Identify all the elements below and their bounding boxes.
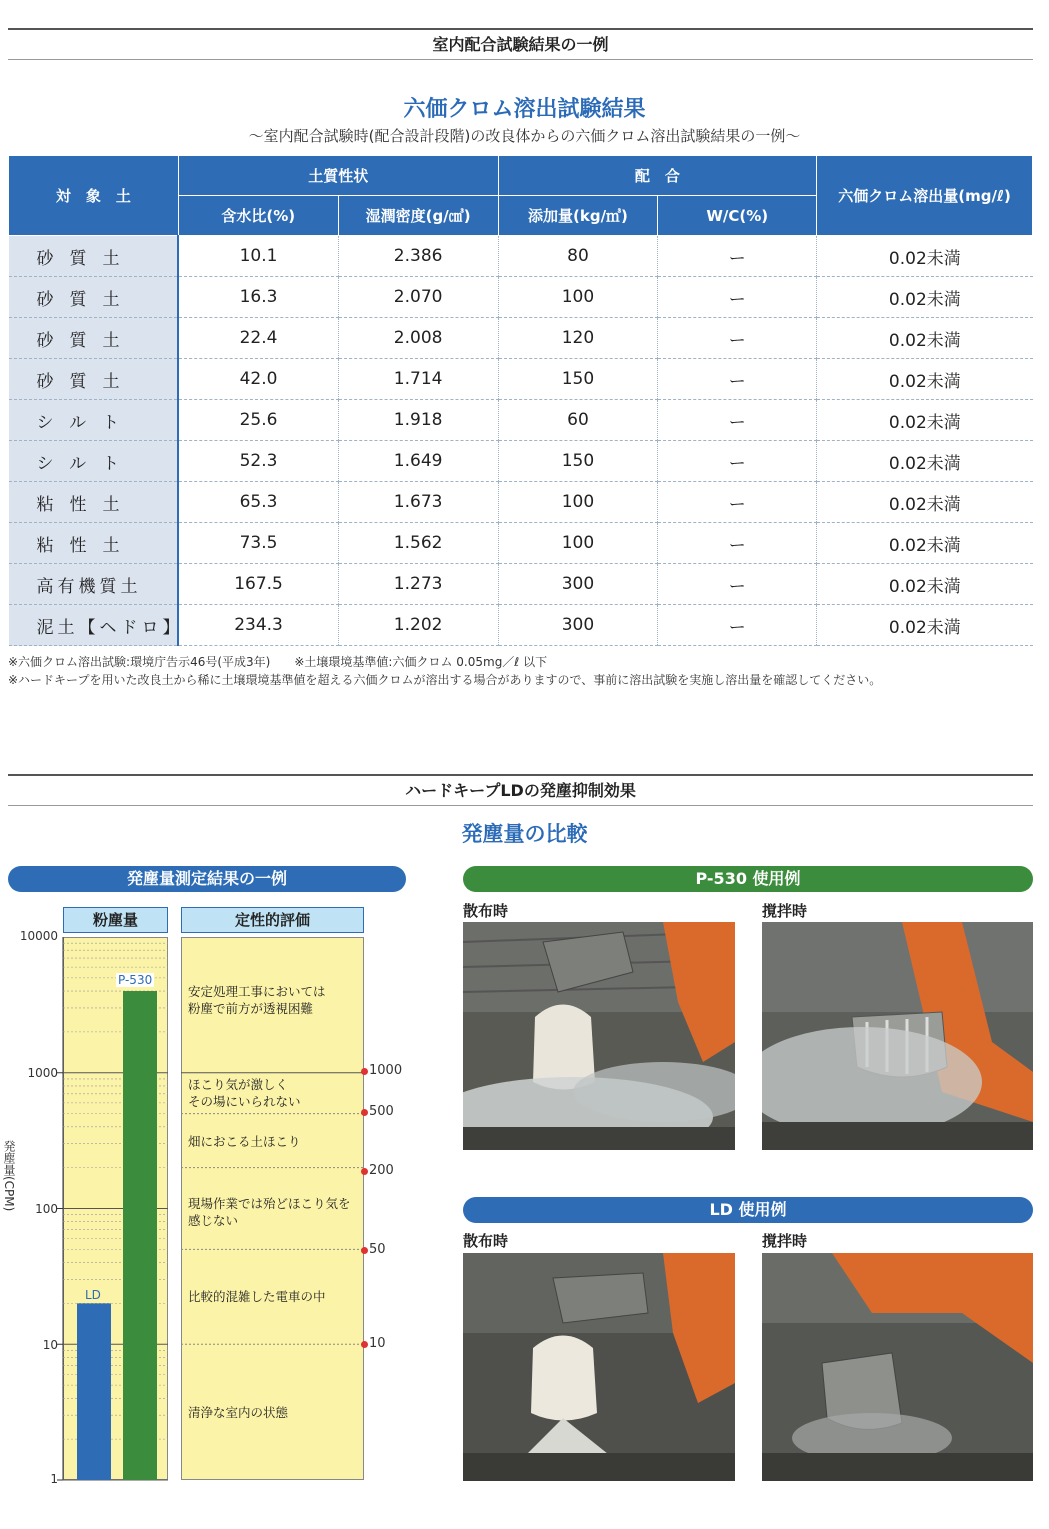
cell-wc-ratio: ー — [658, 441, 817, 482]
cell-water-content: 167.5 — [178, 564, 338, 605]
y-tick-label: 100 — [35, 1202, 58, 1216]
threshold-marker — [361, 1247, 368, 1254]
cell-additive-amount: 100 — [498, 482, 658, 523]
dust-title: 発塵量の比較 — [461, 822, 588, 846]
cell-leach-result: 0.02未満 — [817, 277, 1033, 318]
ld-example-pill: LD 使用例 — [463, 1197, 1033, 1223]
ld-spread-label: 散布時 — [463, 1232, 509, 1250]
table-row — [9, 564, 1033, 605]
threshold-label: 10 — [369, 1336, 386, 1351]
threshold-marker — [361, 1168, 368, 1175]
cell-water-content: 52.3 — [178, 441, 338, 482]
threshold-marker — [361, 1068, 368, 1075]
p530-spread-photo — [463, 922, 735, 1150]
bar-label-p530: P-530 — [118, 973, 153, 987]
cell-water-content: 234.3 — [178, 605, 338, 646]
cell-leach-result: 0.02未満 — [817, 482, 1033, 523]
eval-text: 安定処理工事においては 粉塵で前方が透視困難 — [188, 984, 326, 1016]
cell-leach-result: 0.02未満 — [817, 400, 1033, 441]
cell-additive-amount: 120 — [498, 318, 658, 359]
eval-text: 比較的混雑した電車の中 — [188, 1289, 326, 1304]
col-dust-amount: 粉塵量 — [63, 907, 168, 933]
cell-soil-type: 砂質土 — [9, 359, 179, 400]
cell-additive-amount: 300 — [498, 605, 658, 646]
cell-wc-ratio: ー — [658, 564, 817, 605]
cell-leach-result: 0.02未満 — [817, 605, 1033, 646]
cell-wc-ratio: ー — [658, 523, 817, 564]
cell-wet-density: 1.202 — [338, 605, 498, 646]
col-qualitative-eval: 定性的評価 — [181, 907, 364, 933]
threshold-marker — [361, 1341, 368, 1348]
threshold-label: 1000 — [369, 1063, 403, 1078]
ld-stir-label: 撹拌時 — [762, 1232, 808, 1250]
col-wc-ratio: W/C(%) — [658, 196, 817, 236]
section-header-leaching: 室内配合試験結果の一例 — [8, 28, 1033, 60]
cell-wet-density: 1.649 — [338, 441, 498, 482]
cell-wet-density: 1.673 — [338, 482, 498, 523]
cell-leach-result: 0.02未満 — [817, 318, 1033, 359]
section-header-dust: ハードキープLDの発塵抑制効果 — [8, 774, 1033, 806]
table-row — [9, 441, 1033, 482]
threshold-label: 500 — [369, 1104, 394, 1119]
col-water-content: 含水比(%) — [178, 196, 338, 236]
table-row — [9, 400, 1033, 441]
y-tick-label: 1000 — [27, 1066, 58, 1080]
cell-wet-density: 2.386 — [338, 236, 498, 277]
cell-leach-result: 0.02未満 — [817, 359, 1033, 400]
cell-wet-density: 2.008 — [338, 318, 498, 359]
cell-water-content: 42.0 — [178, 359, 338, 400]
cell-wc-ratio: ー — [658, 236, 817, 277]
p530-spread-label: 散布時 — [463, 902, 509, 920]
dust-measurement-pill: 発塵量測定結果の一例 — [8, 866, 406, 892]
group-mix: 配 合 — [498, 156, 817, 196]
table-row — [9, 318, 1033, 359]
eval-text: 畑におこる土ほこり — [188, 1134, 301, 1149]
table-row — [9, 523, 1033, 564]
cell-additive-amount: 150 — [498, 359, 658, 400]
leaching-subtitle: 〜室内配合試験時(配合設計段階)の改良体からの六価クロム溶出試験結果の一例〜 — [248, 127, 801, 145]
cell-wc-ratio: ー — [658, 400, 817, 441]
cell-water-content: 16.3 — [178, 277, 338, 318]
threshold-marker — [361, 1109, 368, 1116]
cell-leach-result: 0.02未満 — [817, 564, 1033, 605]
cell-leach-result: 0.02未満 — [817, 236, 1033, 277]
p530-stir-photo — [762, 922, 1033, 1150]
note-caution: ※ハードキープを用いた改良土から稀に土壌環境基準値を超える六価クロムが溶出する場合がありますので、事前に溶出試験を実施し溶出量を確認してください。 — [8, 673, 882, 687]
cell-soil-type: 砂質土 — [9, 318, 179, 359]
ld-spread-photo — [463, 1253, 735, 1481]
col-additive-amount: 添加量(kg/㎥) — [498, 196, 658, 236]
eval-text: 現場作業では殆どほこり気を 感じない — [188, 1196, 351, 1228]
table-row — [9, 359, 1033, 400]
cell-water-content: 10.1 — [178, 236, 338, 277]
cell-wet-density: 1.562 — [338, 523, 498, 564]
threshold-label: 50 — [369, 1242, 386, 1257]
cell-leach-result: 0.02未満 — [817, 523, 1033, 564]
cell-soil-type: シルト — [9, 441, 179, 482]
eval-text: ほこり気が激しく その場にいられない — [188, 1077, 301, 1109]
bar-p-530 — [123, 991, 157, 1480]
cell-water-content: 25.6 — [178, 400, 338, 441]
y-axis-label: 発塵量(CPM) — [2, 1140, 16, 1212]
cell-water-content: 22.4 — [178, 318, 338, 359]
col-wet-density: 湿潤密度(g/㎤) — [338, 196, 498, 236]
cell-additive-amount: 80 — [498, 236, 658, 277]
cell-wet-density: 1.918 — [338, 400, 498, 441]
table-row — [9, 605, 1033, 646]
leaching-title: 六価クロム溶出試験結果 — [403, 97, 646, 122]
table-row — [9, 482, 1033, 523]
table-row — [9, 236, 1033, 277]
cell-soil-type: 砂質土 — [9, 277, 179, 318]
cell-wc-ratio: ー — [658, 359, 817, 400]
cell-wc-ratio: ー — [658, 605, 817, 646]
cell-wc-ratio: ー — [658, 318, 817, 359]
cell-soil-type: 粘性土 — [9, 523, 179, 564]
col-leach-result: 六価クロム溶出量(mg/ℓ) — [817, 156, 1033, 236]
cell-additive-amount: 150 — [498, 441, 658, 482]
table-row — [9, 277, 1033, 318]
cell-additive-amount: 100 — [498, 523, 658, 564]
col-target-soil: 対 象 土 — [9, 156, 179, 236]
p530-example-pill: P-530 使用例 — [463, 866, 1033, 892]
cell-wc-ratio: ー — [658, 482, 817, 523]
group-soil-properties: 土質性状 — [178, 156, 498, 196]
y-tick-label: 10000 — [19, 929, 58, 943]
ld-stir-photo — [762, 1253, 1033, 1481]
cell-wet-density: 2.070 — [338, 277, 498, 318]
cell-additive-amount: 60 — [498, 400, 658, 441]
cell-soil-type: シルト — [9, 400, 179, 441]
cell-soil-type: 高有機質土 — [9, 564, 179, 605]
eval-text: 清浄な室内の状態 — [188, 1405, 289, 1420]
cell-soil-type: 粘性土 — [9, 482, 179, 523]
cell-additive-amount: 300 — [498, 564, 658, 605]
leaching-results-table — [8, 155, 1033, 646]
cell-wet-density: 1.714 — [338, 359, 498, 400]
bar-label-ld: LD — [85, 1288, 101, 1302]
cell-additive-amount: 100 — [498, 277, 658, 318]
p530-stir-label: 撹拌時 — [762, 902, 808, 920]
cell-water-content: 73.5 — [178, 523, 338, 564]
cell-soil-type: 泥土【ヘドロ】 — [9, 605, 179, 646]
cell-wet-density: 1.273 — [338, 564, 498, 605]
y-tick-label: 1 — [50, 1472, 58, 1486]
y-tick-label: 10 — [42, 1338, 58, 1352]
cell-leach-result: 0.02未満 — [817, 441, 1033, 482]
bar-ld — [77, 1303, 111, 1480]
note-test-method: ※六価クロム溶出試験:環境庁告示46号(平成3年) ※土壌環境基準値:六価クロム 0.05mg／ℓ 以下 — [8, 655, 548, 669]
cell-soil-type: 砂質土 — [9, 236, 179, 277]
cell-water-content: 65.3 — [178, 482, 338, 523]
threshold-label: 200 — [369, 1163, 394, 1178]
cell-wc-ratio: ー — [658, 277, 817, 318]
